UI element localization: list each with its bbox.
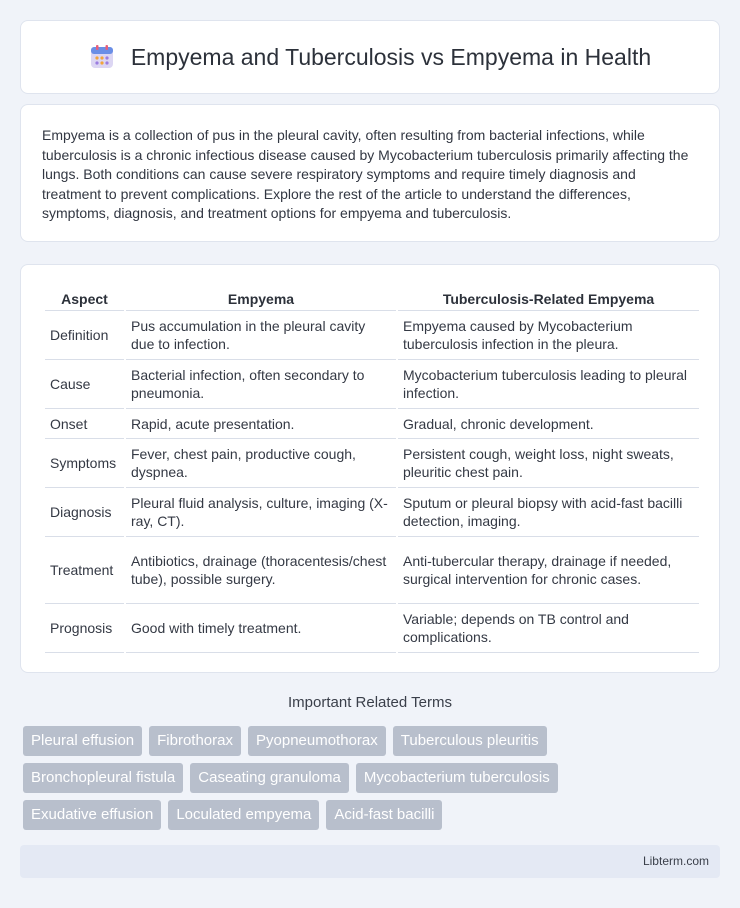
table-row — [45, 360, 699, 409]
row-tb-empyema: Gradual, chronic development. — [398, 409, 699, 439]
row-tb-empyema: Persistent cough, weight loss, night sweats, pleuritic chest pain. — [398, 439, 699, 488]
intro-card — [20, 104, 720, 242]
footer — [20, 845, 720, 878]
table-row — [45, 488, 699, 537]
tag-exudative-effusion[interactable]: Exudative effusion — [23, 800, 161, 830]
comparison-table — [43, 285, 701, 653]
table-row — [45, 604, 699, 653]
table-row — [45, 439, 699, 488]
tag-pyopneumothorax[interactable]: Pyopneumothorax — [248, 726, 386, 756]
table-header-row — [45, 285, 699, 311]
tag-mycobacterium-tuberculosis[interactable]: Mycobacterium tuberculosis — [356, 763, 558, 793]
row-empyema: Fever, chest pain, productive cough, dyspnea. — [126, 439, 396, 488]
header-tb-empyema: Tuberculosis-Related Empyema — [398, 285, 699, 311]
row-aspect: Definition — [45, 311, 124, 360]
row-tb-empyema: Anti-tubercular therapy, drainage if needed, surgical intervention for chronic cases. — [398, 537, 699, 604]
row-empyema: Rapid, acute presentation. — [126, 409, 396, 439]
tag-row — [23, 800, 723, 830]
related-terms-tags — [23, 726, 723, 837]
title-card — [20, 20, 720, 94]
tag-row — [23, 726, 723, 756]
calendar-icon — [89, 44, 115, 70]
table-row — [45, 311, 699, 360]
header-empyema: Empyema — [126, 285, 396, 311]
tag-caseating-granuloma[interactable]: Caseating granuloma — [190, 763, 349, 793]
tag-loculated-empyema[interactable]: Loculated empyema — [168, 800, 319, 830]
related-terms-title: Important Related Terms — [288, 694, 452, 711]
row-empyema: Pleural fluid analysis, culture, imaging (X-ray, CT). — [126, 488, 396, 537]
tag-fibrothorax[interactable]: Fibrothorax — [149, 726, 241, 756]
row-aspect: Prognosis — [45, 604, 124, 653]
header-aspect: Aspect — [45, 285, 124, 311]
row-empyema: Antibiotics, drainage (thoracentesis/chest tube), possible surgery. — [126, 537, 396, 604]
row-empyema: Pus accumulation in the pleural cavity due to infection. — [126, 311, 396, 360]
row-aspect: Diagnosis — [45, 488, 124, 537]
table-row — [45, 409, 699, 439]
table-row — [45, 537, 699, 604]
row-tb-empyema: Empyema caused by Mycobacterium tuberculosis infection in the pleura. — [398, 311, 699, 360]
tag-pleural-effusion[interactable]: Pleural effusion — [23, 726, 142, 756]
tag-row — [23, 763, 723, 793]
comparison-table-card — [20, 264, 720, 673]
row-aspect: Treatment — [45, 537, 124, 604]
page-title: Empyema and Tuberculosis vs Empyema in Health — [130, 43, 652, 70]
row-empyema: Good with timely treatment. — [126, 604, 396, 653]
tag-bronchopleural-fistula[interactable]: Bronchopleural fistula — [23, 763, 183, 793]
row-tb-empyema: Variable; depends on TB control and complications. — [398, 604, 699, 653]
tag-acid-fast-bacilli[interactable]: Acid-fast bacilli — [326, 800, 442, 830]
row-aspect: Onset — [45, 409, 124, 439]
footer-site-link[interactable]: Libterm.com — [642, 854, 709, 868]
tag-tuberculous-pleuritis[interactable]: Tuberculous pleuritis — [393, 726, 547, 756]
row-empyema: Bacterial infection, often secondary to pneumonia. — [126, 360, 396, 409]
row-aspect: Symptoms — [45, 439, 124, 488]
intro-text: Empyema is a collection of pus in the pleural cavity, often resulting from bacterial infections, while tuberculosis is a chronic infectious disease caused by Mycobacterium tuberculosis primarily affecting the lungs. Both conditions can cause severe respiratory symptoms and require timely diagnosis and treatment to prevent complications. Explore the rest of the article to understand the differences, symptoms, diagnosis, and treatment options for empyema and tuberculosis. — [42, 127, 689, 221]
row-tb-empyema: Mycobacterium tuberculosis leading to pleural infection. — [398, 360, 699, 409]
row-tb-empyema: Sputum or pleural biopsy with acid-fast bacilli detection, imaging. — [398, 488, 699, 537]
row-aspect: Cause — [45, 360, 124, 409]
